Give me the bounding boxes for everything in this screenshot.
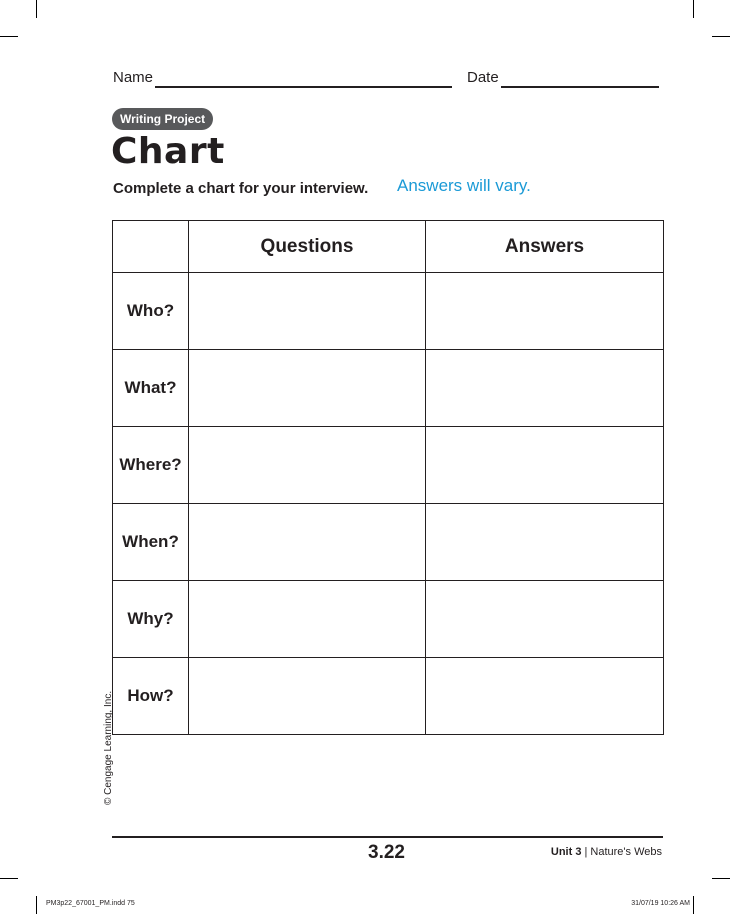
crop-mark [712,878,730,879]
question-cell[interactable] [189,427,426,504]
timestamp-slug: 31/07/19 10:26 AM [631,900,690,907]
answer-cell[interactable] [426,427,664,504]
answer-cell[interactable] [426,581,664,658]
file-slug: PM3p22_67001_PM.indd 75 [46,900,135,907]
table-row [113,350,664,427]
crop-mark [693,896,694,914]
table-row [113,504,664,581]
copyright-text: © Cengage Learning, Inc. [103,690,114,805]
page-number: 3.22 [368,842,405,863]
answer-cell[interactable] [426,504,664,581]
answer-note: Answers will vary. [397,176,531,195]
name-field[interactable] [155,86,452,88]
table-header-row [113,221,664,273]
table-row [113,581,664,658]
row-label-why: Why? [113,581,189,658]
footer-divider [112,836,663,838]
question-cell[interactable] [189,581,426,658]
row-label-where: Where? [113,427,189,504]
page-title: Chart [111,131,225,172]
question-cell[interactable] [189,273,426,350]
unit-label [551,846,662,858]
crop-mark [0,878,18,879]
instruction-text: Complete a chart for your interview. [113,180,369,197]
crop-mark [36,896,37,914]
answer-cell[interactable] [426,350,664,427]
table-row [113,273,664,350]
crop-mark [36,0,37,18]
question-cell[interactable] [189,504,426,581]
row-label-who: Who? [113,273,189,350]
date-label: Date [467,69,499,86]
name-label: Name [113,69,154,86]
date-field[interactable] [501,86,659,88]
unit-number: Unit 3 [550,846,582,858]
unit-title: | Nature's Webs [581,846,662,858]
column-header-blank [113,221,189,273]
table-row [113,427,664,504]
question-cell[interactable] [189,658,426,735]
crop-mark [0,36,18,37]
answer-cell[interactable] [426,658,664,735]
table-row [113,658,664,735]
crop-mark [712,36,730,37]
row-label-when: When? [113,504,189,581]
row-label-what: What? [113,350,189,427]
row-label-how: How? [113,658,189,735]
interview-chart [112,220,664,735]
answer-cell[interactable] [426,273,664,350]
crop-mark [693,0,694,18]
writing-project-badge: Writing Project [112,108,213,130]
question-cell[interactable] [189,350,426,427]
column-header-questions: Questions [189,221,426,273]
column-header-answers: Answers [426,221,664,273]
